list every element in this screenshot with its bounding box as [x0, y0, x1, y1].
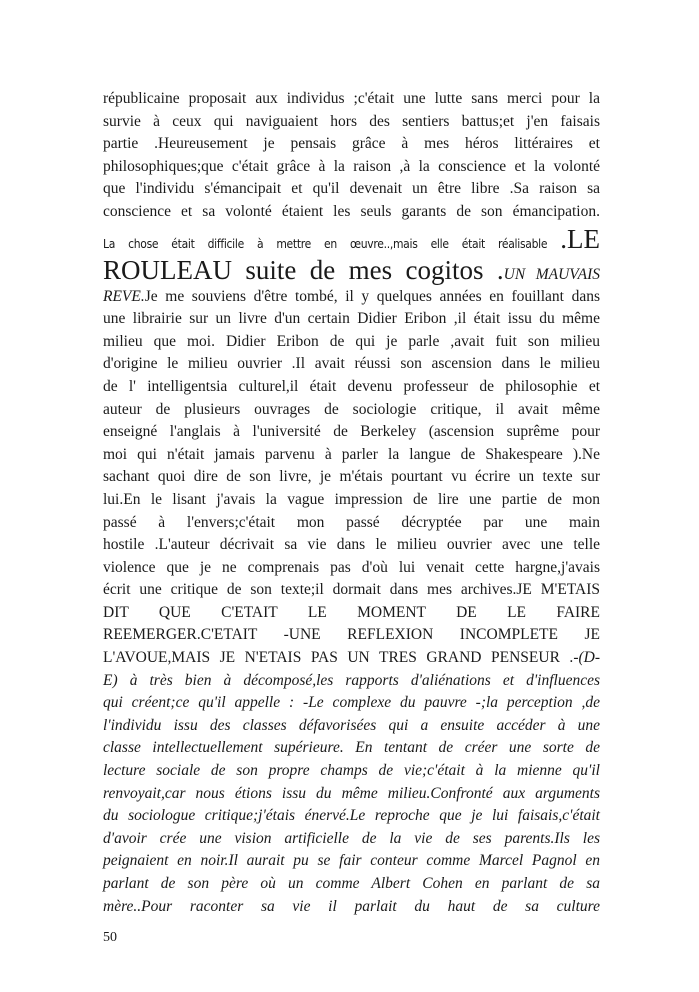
text-segment: ROULEAU suite de mes cogitos: [103, 254, 497, 285]
text-line: [103, 201, 600, 224]
text-line: [103, 399, 600, 422]
text-segment: moi qui n'était jamais parvenu à parler la langue de Shakespeare ).Ne: [103, 445, 600, 463]
text-line: [103, 805, 600, 828]
text-segment: républicaine proposait aux individus ;c'était une lutte sans merci pour la: [103, 90, 600, 107]
text-line: [103, 873, 600, 896]
text-line: [103, 255, 600, 286]
text-line: [103, 850, 600, 873]
text-segment: REEMERGER.C'ETAIT -UNE REFLEXION INCOMPLETE JE: [103, 626, 600, 644]
text-segment: E) à très bien à décomposé,les rapports d'aliénations et d'influences: [103, 671, 600, 689]
text-segment: hostile .L'auteur décrivait sa vie dans le milieu ouvrier avec une telle: [103, 536, 600, 554]
text-line: [103, 670, 600, 693]
text-line: [103, 353, 600, 376]
text-segment: survie à ceux qui naviguaient hors des sentiers battus;et j'en faisais: [103, 112, 600, 130]
text-segment: passé à l'envers;c'était mon passé décryptée par une main: [103, 513, 600, 531]
text-segment: l'individu issu des classes défavorisées qui a ensuite accéder à une: [103, 716, 600, 734]
text-line: [103, 444, 600, 467]
text-segment: d'avoir crée une vision artificielle de la vie de ses parents.Ils les: [103, 829, 600, 847]
text-segment: La chose était difficile à mettre en œuvre..,mais elle était réalisable: [103, 236, 561, 251]
text-line: [103, 331, 600, 354]
text-line: [103, 828, 600, 851]
text-line: [103, 88, 600, 111]
text-segment: qui créent;ce qu'il appelle : -Le complexe du pauvre -;la perception ,de: [103, 694, 600, 712]
text-segment: milieu que moi. Didier Eribon de qui je parle ,avait fuit son milieu: [103, 332, 600, 350]
page-number: 50: [103, 930, 117, 945]
text-segment: .: [496, 254, 504, 285]
text-segment: de l' intelligentsia culturel,il était devenu professeur de philosophie et: [103, 377, 600, 395]
text-line: [103, 286, 600, 309]
text-line: [103, 178, 600, 201]
text-segment: parlant de son père où un comme Albert Cohen en parlant de sa: [103, 875, 600, 892]
page-body: [103, 88, 600, 918]
text-line: [103, 715, 600, 738]
text-segment: peignaient en noir.Il aurait pu se fair conteur comme Marcel Pagnol en: [103, 852, 600, 870]
text-segment: enseigné l'anglais à l'université de Berkeley (ascension suprême pour: [103, 423, 600, 441]
text-segment: conscience et sa volonté étaient les seuls garants de son émancipation.: [103, 202, 600, 220]
text-line: [103, 308, 600, 331]
text-line: [103, 624, 600, 647]
text-segment: renvoyait,car nous étions issu du même milieu.Confronté aux arguments: [103, 784, 600, 802]
text-segment: sachant quoi dire de son livre, je m'étais pourtant vu écrire un texte sur: [103, 468, 600, 486]
text-segment: Je me souviens d'être tombé, il y quelques années en fouillant dans: [144, 287, 600, 305]
text-line: [103, 692, 600, 715]
text-line: [103, 534, 600, 557]
text-segment: UN MAUVAIS: [503, 265, 600, 283]
text-line: [103, 783, 600, 806]
text-segment: une librairie sur un livre d'un certain Didier Eribon ,il était issu du même: [103, 310, 600, 328]
text-segment: que l'individu s'émancipait et qu'il devenait un être libre .Sa raison sa: [103, 180, 600, 198]
text-segment: philosophiques;que c'était grâce à la raison ,à la conscience et la volonté: [103, 157, 600, 175]
text-line: [103, 133, 600, 156]
text-segment: mère..Pour raconter sa vie il parlait du haut de sa culture: [103, 897, 600, 915]
text-segment: lecture sociale de son propre champs de vie;c'était à la mienne qu'il: [103, 762, 600, 780]
text-segment: REVE.: [103, 287, 145, 305]
text-line: [103, 224, 600, 255]
text-line: [103, 466, 600, 489]
text-line: [103, 557, 600, 580]
text-line: [103, 647, 600, 670]
text-line: [103, 489, 600, 512]
text-line: [103, 602, 600, 625]
text-segment: L'AVOUE,MAIS JE N'ETAIS PAS UN TRES GRAND PENSEUR .: [103, 649, 574, 667]
text-line: [103, 111, 600, 134]
text-segment: classe intellectuellement supérieure. En tentant de créer une sorte de: [103, 739, 600, 757]
text-segment: d'origine le milieu ouvrier .Il avait réussi son ascension dans le milieu: [103, 355, 600, 373]
text-segment: auteur de plusieurs ouvrages de sociologie critique, il avait même: [103, 400, 600, 418]
text-segment: partie .Heureusement je pensais grâce à mes héros littéraires et: [103, 135, 600, 153]
text-line: [103, 896, 600, 919]
text-line: [103, 579, 600, 602]
text-line: [103, 737, 600, 760]
text-line: [103, 421, 600, 444]
text-line: [103, 156, 600, 179]
text-line: [103, 512, 600, 535]
text-block: [103, 88, 600, 918]
text-segment: du sociologue critique;j'étais énervé.Le reproche que je lui faisais,c'était: [103, 807, 600, 825]
text-line: [103, 376, 600, 399]
text-line: [103, 760, 600, 783]
text-segment: -(D-: [573, 649, 600, 667]
text-segment: écrit une critique de son texte;il dormait dans mes archives.JE M'ETAIS: [103, 581, 600, 599]
text-segment: violence que je ne comprenais pas d'où lui venait cette hargne,j'avais: [103, 558, 600, 576]
text-segment: lui.En le lisant j'avais la vague impression de lire une partie de mon: [103, 490, 600, 508]
text-segment: DIT QUE C'ETAIT LE MOMENT DE LE FAIRE: [103, 603, 600, 621]
text-segment: .LE: [560, 223, 600, 254]
